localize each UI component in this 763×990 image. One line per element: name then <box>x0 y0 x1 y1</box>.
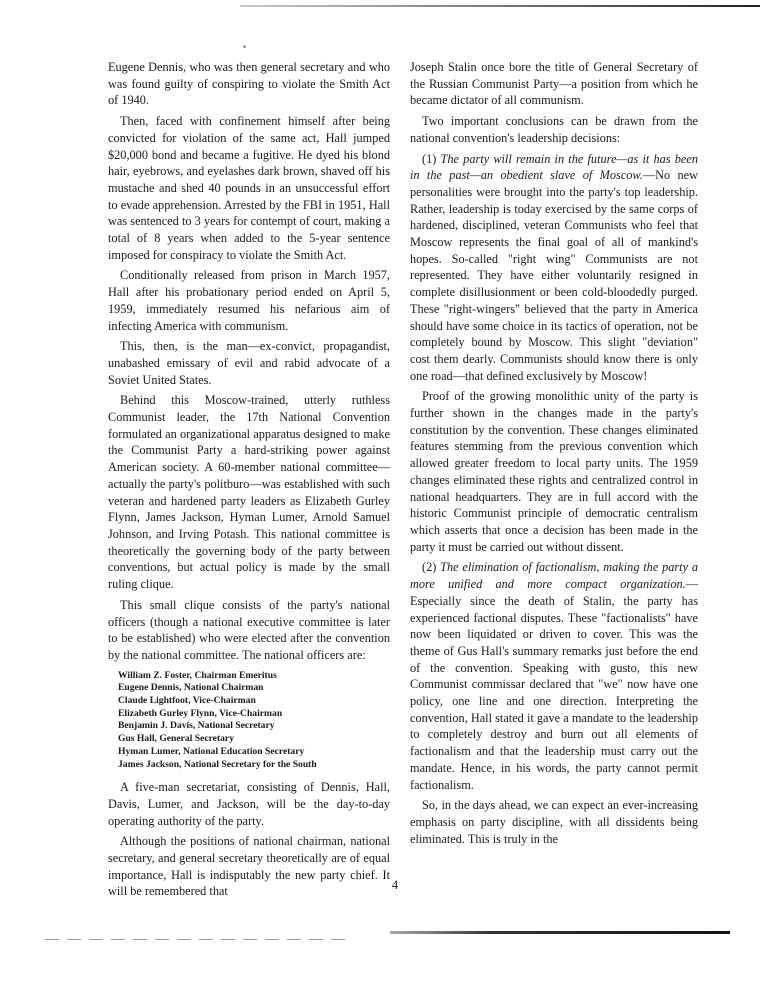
right-paragraph-2: Two important conclusions can be drawn from the national convention's leadership decisions: <box>410 114 698 145</box>
right-paragraph-5 <box>410 559 698 793</box>
left-column <box>108 59 390 904</box>
officers-list <box>118 670 390 772</box>
conclusion-2-heading: The elimination of factionalism, making the party a more unified and more compact organization. <box>410 560 699 592</box>
officer-item: Hyman Lumer, National Education Secretary <box>118 745 305 757</box>
scan-bottom-rule <box>390 931 730 934</box>
right-column <box>410 59 698 851</box>
conclusion-2-number: (2) <box>422 560 441 575</box>
officer-item: Eugene Dennis, National Chairman <box>118 682 264 694</box>
page-number: 4 <box>391 878 399 892</box>
right-paragraph-3 <box>410 151 698 385</box>
scan-top-rule <box>240 5 760 7</box>
conclusion-1-heading: The party will remain in the future—as it has been in the past—an obedient slave of Moscow. <box>410 151 698 183</box>
right-paragraph-6: So, in the days ahead, we can expect an ever-increasing emphasis on party discipline, with all dissidents being eliminated. This is truly in the <box>410 798 698 846</box>
scan-bottom-left-rule <box>45 939 345 940</box>
officer-item: Claude Lightfoot, Vice-Chairman <box>118 695 256 707</box>
officer-item: Elizabeth Gurley Flynn, Vice-Chairman <box>118 707 283 719</box>
left-paragraph-1: Eugene Dennis, who was then general secretary and who was found guilty of conspiring to violate the Smith Act of 1940. <box>108 60 390 108</box>
right-paragraph-1: Joseph Stalin once bore the title of General Secretary of the Russian Communist Party—a position from which he became dictator of all communism. <box>410 60 698 108</box>
officer-item: Gus Hall, General Secretary <box>118 733 234 745</box>
conclusion-2-body: —Especially since the death of Stalin, the party has experienced factional disputes. These "factionalists" have now been liquidated or driven to cover. This was the theme of Gus Hall's summary remarks just before the end of the convention. Speaking with gusto, this new Communist commissar declared that "we" now have one policy, one line and one direction. Interpreting the convention, Hall stated it gave a mandate to the leadership to completely destroy and burn out all elements of factionalism and that the leadership must carry out the mandate. Hence, in his words, the party cannot permit factionalism. <box>410 577 698 792</box>
left-paragraph-8: Although the positions of national chairman, national secretary, and general secretary theoretically are of equal importance, Hall is indisputably the new party chief. It will be remembered that <box>108 834 390 899</box>
conclusion-1-body: —No new personalities were brought into the party's top leadership. Rather, leadership is today exercised by the same corps of hardened, disciplined, veteran Communists who feel that Moscow represents the final goal of all of mankind's hopes. So-called "right wing" Communists are not represented. They have either voluntarily resigned in complete disillusionment or been cold-bloodedly purged. These "right-wingers" believed that the party in America should have some choice in its tactics of operation, not be completely bound by Moscow. This slight "deviation" cost them dearly. Communists should know there is only one road—that defined exclusively by Moscow! <box>410 168 698 383</box>
officer-item: William Z. Foster, Chairman Emeritus <box>118 669 277 681</box>
right-paragraph-4: Proof of the growing monolithic unity of the party is further shown in the changes made in the party's constitution by the convention. These changes eliminated features stemming from the previous convention which allowed greater freedom to local party units. The 1959 changes eliminated these rights and centralized control in national headquarters. They are in full accord with the historic Communist principle of democratic centralism which asserts that once a decision has been made in the party it must be carried out without dissent. <box>410 389 698 554</box>
left-paragraph-2: Then, faced with confinement himself after being convicted for violation of the same act, Hall jumped $20,000 bond and became a fugitive. He dyed his blond hair, eyebrows, and eyelashes dark brown, shaved off his mustache and shed 40 pounds in an unsuccessful effort to evade apprehension. Arrested by the FBI in 1951, Hall was sentenced to 3 years for contempt of court, making a total of 8 years when added to the 5-year sentence imposed for conspiracy to violate the Smith Act. <box>108 114 390 262</box>
conclusion-1-number: (1) <box>422 151 441 166</box>
left-paragraph-7: A five-man secretariat, consisting of Dennis, Hall, Davis, Lumer, and Jackson, will be the day-to-day operating authority of the party. <box>108 780 390 828</box>
officer-item: Benjamin J. Davis, National Secretary <box>118 720 275 732</box>
scan-mark: • <box>243 42 247 52</box>
left-paragraph-5: Behind this Moscow-trained, utterly ruthless Communist leader, the 17th National Convention formulated an organizational apparatus designed to make the Communist Party a hard-striking power against American society. A 60-member national committee—actually the party's politburo—was established with such veteran and hardened party leaders as Elizabeth Gurley Flynn, James Jackson, Hyman Lumer, Arnold Samuel Johnson, and Irving Potash. This national committee is theoretically the governing body of the party between conventions, but actual policy is made by the small ruling clique. <box>108 393 390 592</box>
left-paragraph-3: Conditionally released from prison in March 1957, Hall after his probationary period ended on April 5, 1959, immediately resumed his nefarious aim of infecting America with communism. <box>108 268 390 333</box>
officer-item: James Jackson, National Secretary for the South <box>118 758 317 770</box>
left-paragraph-4: This, then, is the man—ex-convict, propagandist, unabashed emissary of evil and rabid advocate of a Soviet United States. <box>108 339 390 387</box>
left-paragraph-6: This small clique consists of the party's national officers (though a national executive committee is later to be established) who were elected after the convention by the national committee. The national officers are: <box>108 597 390 662</box>
